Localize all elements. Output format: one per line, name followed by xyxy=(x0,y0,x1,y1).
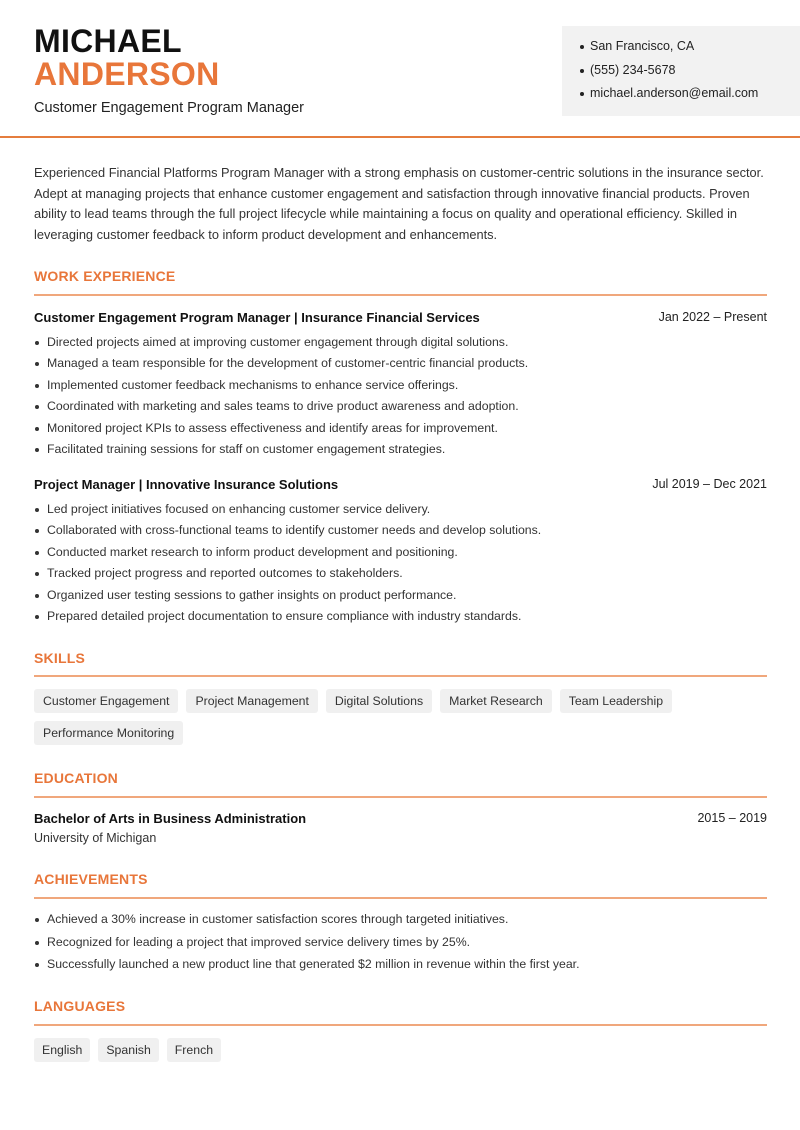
job-dates: Jul 2019 – Dec 2021 xyxy=(652,477,767,491)
section-title-work: WORK EXPERIENCE xyxy=(34,268,176,284)
skill-chip: Project Management xyxy=(186,689,317,713)
last-name: ANDERSON xyxy=(34,56,220,92)
list-item: Monitored project KPIs to assess effectiveness and identify areas for improvement. xyxy=(34,418,767,439)
language-chip: Spanish xyxy=(98,1038,158,1062)
language-chip: French xyxy=(167,1038,221,1062)
section-title-skills: SKILLS xyxy=(34,650,85,666)
job-title-company: Customer Engagement Program Manager | Insurance Financial Services xyxy=(34,310,480,325)
job-dates: Jan 2022 – Present xyxy=(658,310,767,324)
contact-phone: (555) 234-5678 xyxy=(580,60,800,84)
section-divider xyxy=(34,294,767,296)
list-item: Collaborated with cross-functional teams to identify customer needs and develop solutions. xyxy=(34,520,767,541)
skill-chip: Performance Monitoring xyxy=(34,721,183,745)
education-heading xyxy=(34,811,767,826)
list-item: Coordinated with marketing and sales teams to drive product awareness and adoption. xyxy=(34,396,767,417)
section-divider xyxy=(34,796,767,798)
job-title-company: Project Manager | Innovative Insurance Solutions xyxy=(34,477,339,492)
job-bullets xyxy=(34,332,767,460)
list-item: Facilitated training sessions for staff on customer engagement strategies. xyxy=(34,439,767,460)
skill-chip: Team Leadership xyxy=(560,689,672,713)
section-title-achievements: ACHIEVEMENTS xyxy=(34,871,148,887)
first-name: MICHAEL xyxy=(34,23,182,59)
list-item: Conducted market research to inform product development and positioning. xyxy=(34,542,767,563)
section-divider xyxy=(34,1024,767,1026)
job-title: Customer Engagement Program Manager xyxy=(34,100,304,116)
languages-list xyxy=(34,1038,774,1062)
list-item: Prepared detailed project documentation to ensure compliance with industry standards. xyxy=(34,606,767,627)
list-item: Led project initiatives focused on enhancing customer service delivery. xyxy=(34,499,767,520)
section-title-education: EDUCATION xyxy=(34,770,118,786)
degree-name: Bachelor of Arts in Business Administration xyxy=(34,811,307,826)
section-title-languages: LANGUAGES xyxy=(34,998,126,1014)
contact-email: michael.anderson@email.com xyxy=(580,83,800,107)
list-item: Organized user testing sessions to gather insights on product performance. xyxy=(34,585,767,606)
list-item: Implemented customer feedback mechanisms to enhance service offerings. xyxy=(34,375,767,396)
job-heading xyxy=(34,477,767,492)
section-divider xyxy=(34,897,767,899)
list-item: Recognized for leading a project that improved service delivery times by 25%. xyxy=(34,932,767,955)
list-item: Achieved a 30% increase in customer satisfaction scores through targeted initiatives. xyxy=(34,909,767,932)
contact-location: San Francisco, CA xyxy=(580,36,800,60)
summary-paragraph: Experienced Financial Platforms Program Manager with a strong emphasis on customer-centric solutions in the insurance sector. Adept at managing projects that enhance customer engagement and satisfaction through innovative financial products. Proven ability to lead teams through the full project lifecycle while maintaining a focus on quality and operational efficiency. Skilled in leveraging customer feedback to inform product development and enhancements. xyxy=(34,165,764,242)
section-divider xyxy=(34,675,767,677)
list-item: Successfully launched a new product line that generated $2 million in revenue within the first year. xyxy=(34,954,767,977)
list-item: Tracked project progress and reported outcomes to stakeholders. xyxy=(34,563,767,584)
skill-chip: Customer Engagement xyxy=(34,689,178,713)
achievements-list xyxy=(34,909,767,977)
language-chip: English xyxy=(34,1038,90,1062)
resume-header xyxy=(0,0,800,138)
list-item: Directed projects aimed at improving customer engagement through digital solutions. xyxy=(34,332,767,353)
contact-box xyxy=(562,26,800,116)
education-dates: 2015 – 2019 xyxy=(697,811,767,825)
skills-list xyxy=(34,689,774,745)
job-bullets xyxy=(34,499,767,627)
list-item: Managed a team responsible for the development of customer-centric financial products. xyxy=(34,353,767,374)
skill-chip: Digital Solutions xyxy=(326,689,432,713)
job-heading xyxy=(34,310,767,325)
skill-chip: Market Research xyxy=(440,689,552,713)
school-name: University of Michigan xyxy=(34,831,157,845)
